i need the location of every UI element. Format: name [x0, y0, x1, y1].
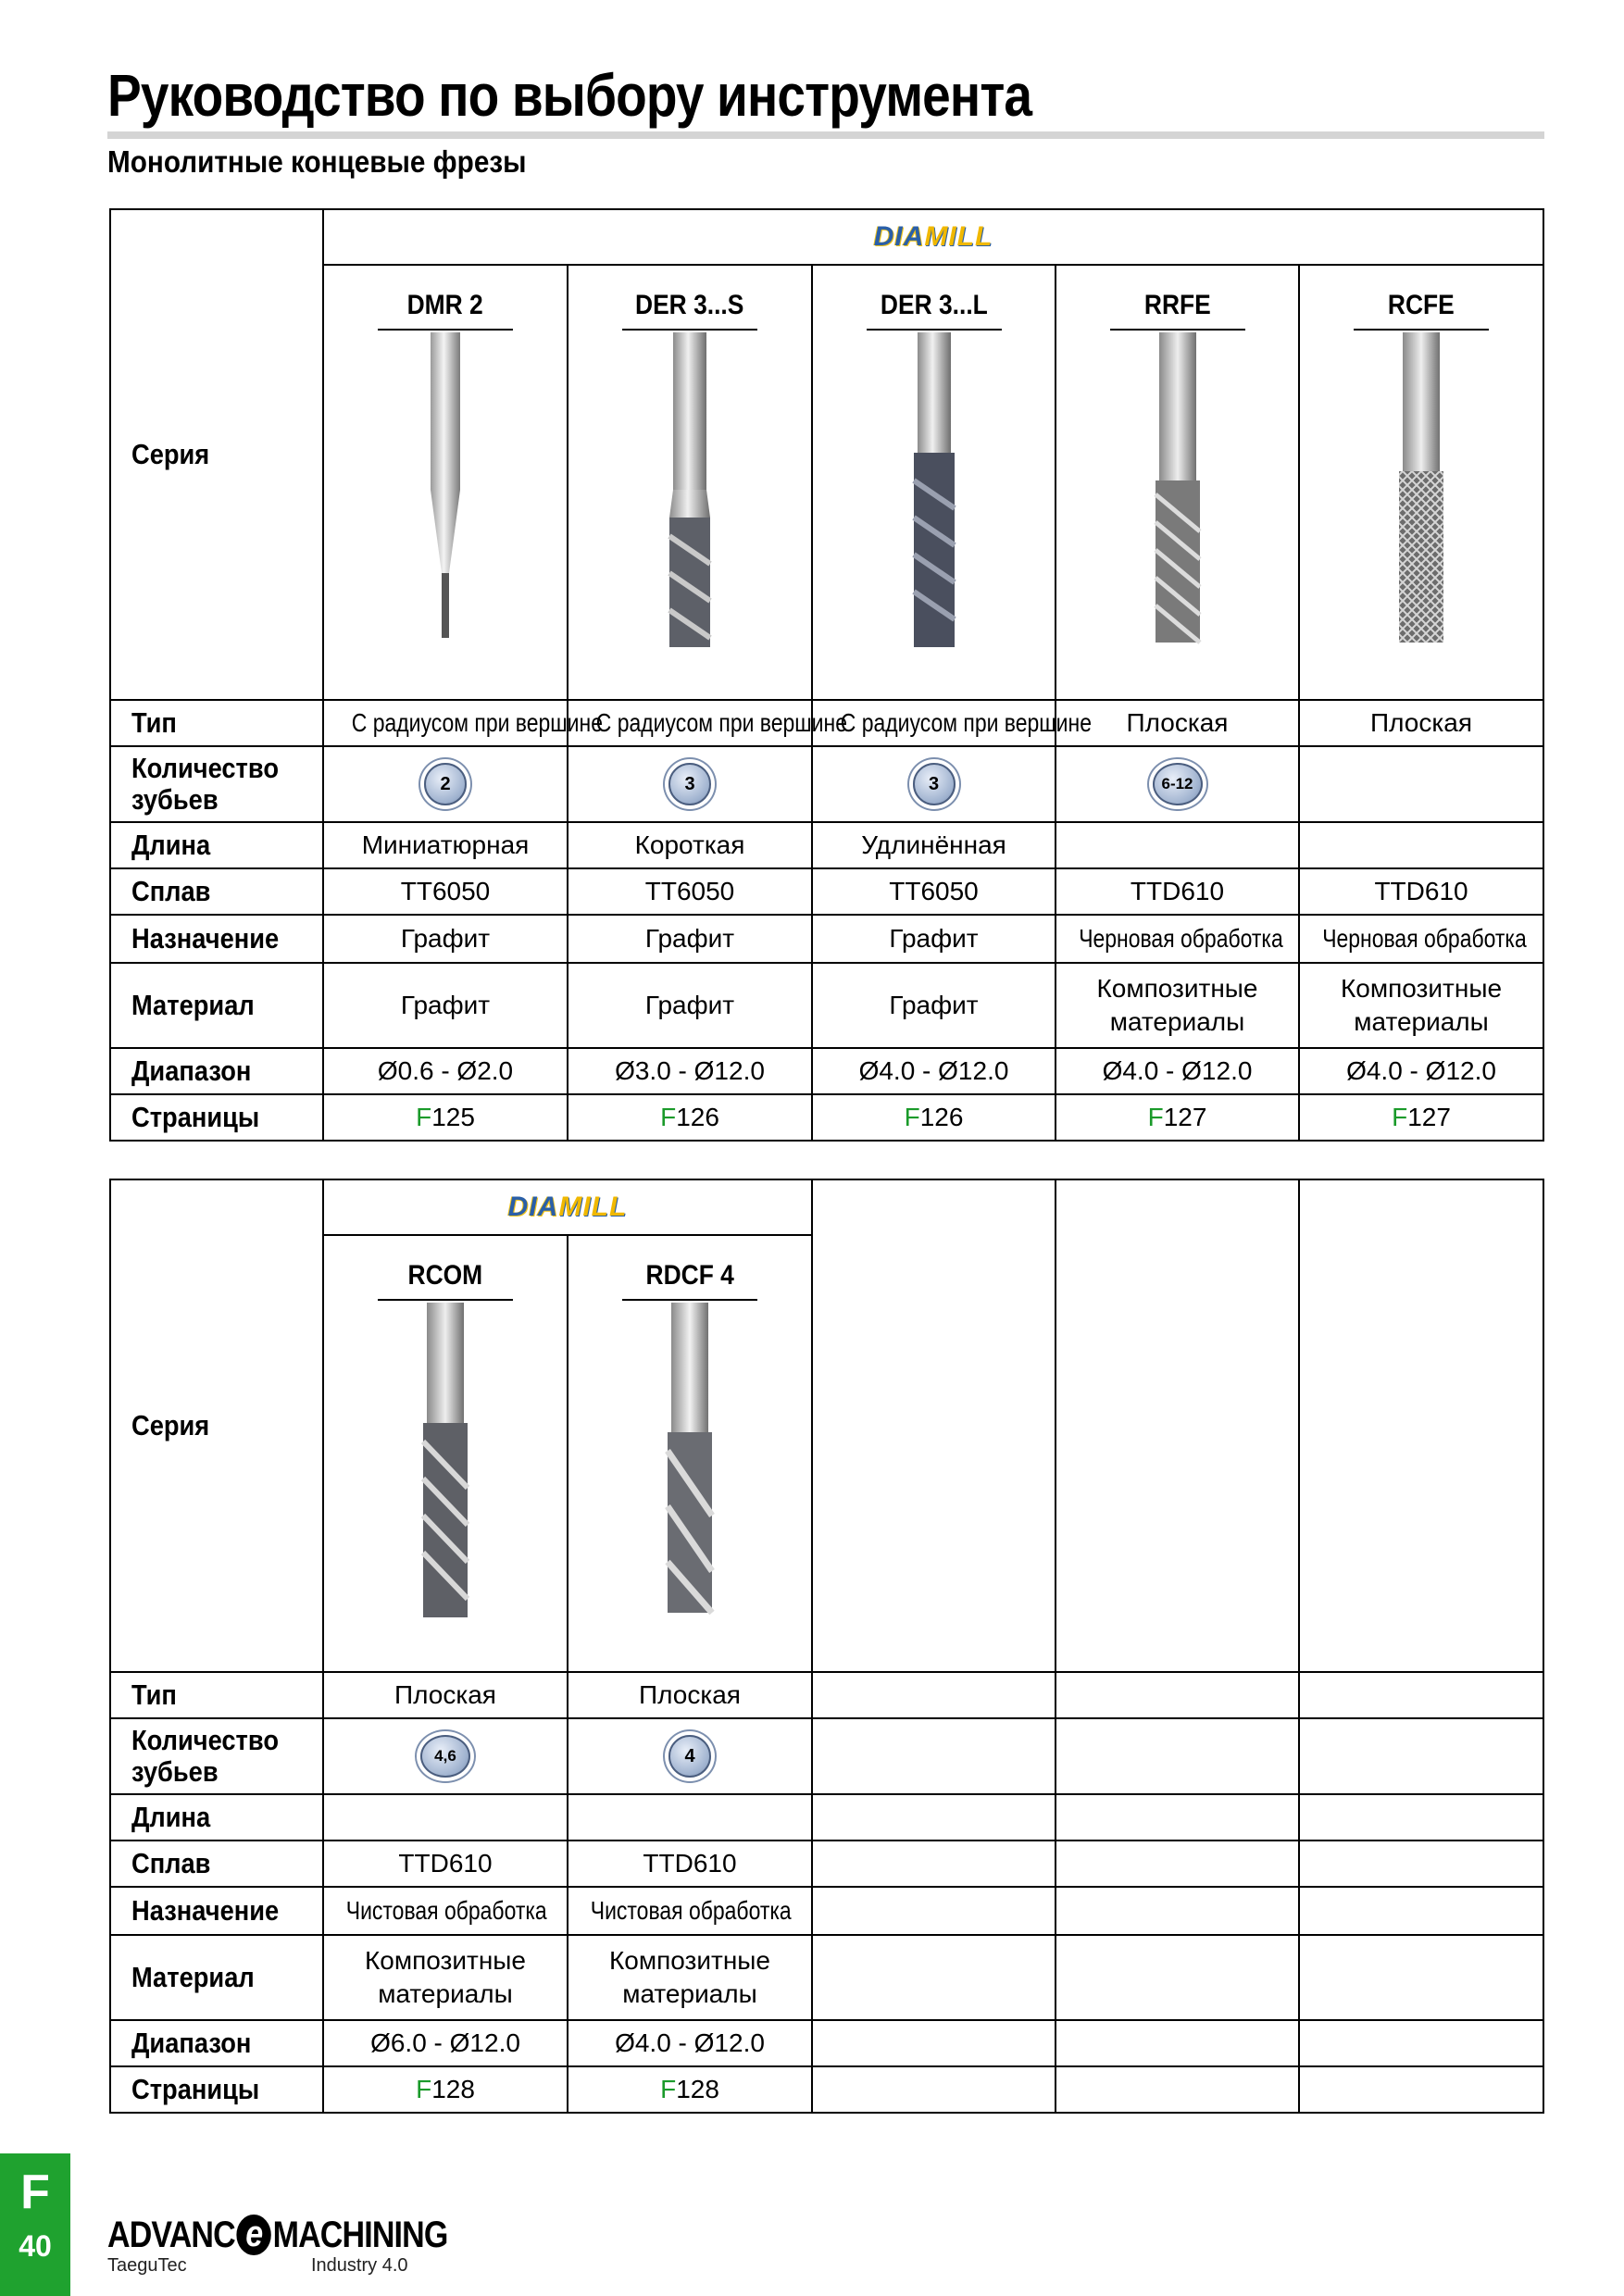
row-label-teeth: Количество зубьев — [110, 1718, 323, 1794]
page-link[interactable]: F126 — [568, 1094, 812, 1141]
selection-table-2 — [109, 1179, 1544, 2114]
series-cell — [1299, 265, 1543, 700]
brand-tagline: Industry 4.0 — [311, 2255, 408, 2276]
length-cell — [568, 1794, 812, 1841]
range-cell: Ø4.0 - Ø12.0 — [812, 1048, 1056, 1094]
section-tab — [0, 2153, 70, 2296]
end-mill-image — [408, 1303, 482, 1627]
end-mill-image — [897, 332, 971, 656]
brand-logo — [323, 1179, 812, 1235]
application-cell: Графит — [812, 915, 1056, 963]
range-cell: Ø3.0 - Ø12.0 — [568, 1048, 812, 1094]
teeth-count-icon: 4 — [668, 1735, 711, 1778]
range-cell: Ø4.0 - Ø12.0 — [1299, 1048, 1543, 1094]
type-cell: Плоская — [568, 1672, 812, 1718]
grade-cell: TT6050 — [812, 868, 1056, 915]
range-cell: Ø6.0 - Ø12.0 — [323, 2020, 568, 2066]
type-cell: Плоская — [1056, 700, 1299, 746]
row-label-length: Длина — [110, 822, 323, 868]
type-cell: Плоская — [1299, 700, 1543, 746]
series-cell — [1056, 265, 1299, 700]
application-cell: Черновая обработка — [1299, 915, 1543, 963]
series-cell — [323, 265, 568, 700]
teeth-cell — [1299, 746, 1543, 822]
series-cell — [323, 1235, 568, 1672]
grade-cell: TTD610 — [323, 1841, 568, 1887]
type-cell: Плоская — [323, 1672, 568, 1718]
row-label-range: Диапазон — [110, 2020, 323, 2066]
row-label-application: Назначение — [110, 915, 323, 963]
grade-cell: TT6050 — [568, 868, 812, 915]
end-mill-image — [1141, 332, 1215, 656]
row-label-type: Тип — [110, 700, 323, 746]
series-name: DER 3...L — [880, 290, 988, 320]
title-underline — [107, 131, 1544, 139]
grade-cell: TTD610 — [1299, 868, 1543, 915]
page-number: 40 — [19, 2229, 52, 2263]
material-cell: Графит — [568, 963, 812, 1048]
page-subtitle: Монолитные концевые фрезы — [107, 144, 527, 179]
teeth-cell — [323, 746, 568, 822]
row-label-grade: Сплав — [110, 868, 323, 915]
end-mill-image — [418, 332, 473, 647]
range-cell: Ø4.0 - Ø12.0 — [568, 2020, 812, 2066]
teeth-cell — [1056, 746, 1299, 822]
length-cell — [1299, 822, 1543, 868]
application-cell: Графит — [323, 915, 568, 963]
row-label-teeth: Количество зубьев — [110, 746, 323, 822]
end-mill-image — [1384, 332, 1458, 656]
company-name: TaeguTec — [107, 2255, 187, 2276]
brand-logo — [323, 209, 1543, 265]
material-cell: Композитные материалы — [323, 1935, 568, 2020]
teeth-cell — [568, 1718, 812, 1794]
length-cell: Короткая — [568, 822, 812, 868]
material-cell: Графит — [323, 963, 568, 1048]
material-cell: Графит — [812, 963, 1056, 1048]
series-cell — [812, 265, 1056, 700]
application-cell: Графит — [568, 915, 812, 963]
selection-table-1 — [109, 208, 1544, 1142]
brand-logo-footer: ADVANC e MACHINING TaeguTec Industry 4.0 — [107, 2214, 448, 2276]
diamill-logo: DIAMILL — [873, 221, 993, 252]
row-label-pages: Страницы — [110, 1094, 323, 1141]
material-cell: Композитные материалы — [568, 1935, 812, 2020]
series-name: RCOM — [407, 1260, 483, 1291]
series-name: RDCF 4 — [645, 1260, 734, 1291]
grade-cell: TTD610 — [568, 1841, 812, 1887]
page-link[interactable]: F128 — [323, 2066, 568, 2113]
teeth-count-icon: 6-12 — [1153, 763, 1203, 805]
application-cell: Чистовая обработка — [323, 1887, 568, 1935]
series-name: RRFE — [1143, 290, 1211, 320]
length-cell — [1056, 822, 1299, 868]
type-cell: С радиусом при вершине — [568, 700, 812, 746]
type-cell: С радиусом при вершине — [812, 700, 1056, 746]
series-cell — [568, 1235, 812, 1672]
series-name: DMR 2 — [406, 290, 484, 320]
row-label-pages: Страницы — [110, 2066, 323, 2113]
length-cell: Миниатюрная — [323, 822, 568, 868]
row-label-material: Материал — [110, 963, 323, 1048]
brand-e-icon: e — [237, 2215, 271, 2255]
page-link[interactable]: F125 — [323, 1094, 568, 1141]
teeth-count-icon: 3 — [913, 763, 956, 805]
length-cell: Удлинённая — [812, 822, 1056, 868]
teeth-count-icon: 4,6 — [420, 1735, 470, 1778]
end-mill-image — [653, 332, 727, 656]
row-label-grade: Сплав — [110, 1841, 323, 1887]
page-link[interactable]: F126 — [812, 1094, 1056, 1141]
series-name: RCFE — [1388, 290, 1455, 320]
row-label-type: Тип — [110, 1672, 323, 1718]
range-cell: Ø0.6 - Ø2.0 — [323, 1048, 568, 1094]
teeth-cell — [812, 746, 1056, 822]
application-cell: Черновая обработка — [1056, 915, 1299, 963]
grade-cell: TTD610 — [1056, 868, 1299, 915]
series-cell — [568, 265, 812, 700]
range-cell: Ø4.0 - Ø12.0 — [1056, 1048, 1299, 1094]
row-label-series: Серия — [110, 209, 323, 700]
page-link[interactable]: F127 — [1299, 1094, 1543, 1141]
end-mill-image — [653, 1303, 727, 1627]
row-label-application: Назначение — [110, 1887, 323, 1935]
page-title: Руководство по выбору инструмента — [107, 62, 1032, 129]
teeth-cell — [323, 1718, 568, 1794]
type-cell: С радиусом при вершине — [323, 700, 568, 746]
teeth-cell — [568, 746, 812, 822]
teeth-count-icon: 3 — [668, 763, 711, 805]
application-cell: Чистовая обработка — [568, 1887, 812, 1935]
row-label-material: Материал — [110, 1935, 323, 2020]
material-cell: Композитные материалы — [1056, 963, 1299, 1048]
material-cell: Композитные материалы — [1299, 963, 1543, 1048]
diamill-logo: DIAMILL — [507, 1192, 628, 1222]
grade-cell: TT6050 — [323, 868, 568, 915]
series-name: DER 3...S — [635, 290, 744, 320]
row-label-range: Диапазон — [110, 1048, 323, 1094]
row-label-series: Серия — [110, 1179, 323, 1672]
row-label-length: Длина — [110, 1794, 323, 1841]
length-cell — [323, 1794, 568, 1841]
page-link[interactable]: F128 — [568, 2066, 812, 2113]
teeth-count-icon: 2 — [424, 763, 467, 805]
page-link[interactable]: F127 — [1056, 1094, 1299, 1141]
section-letter: F — [20, 2165, 50, 2219]
